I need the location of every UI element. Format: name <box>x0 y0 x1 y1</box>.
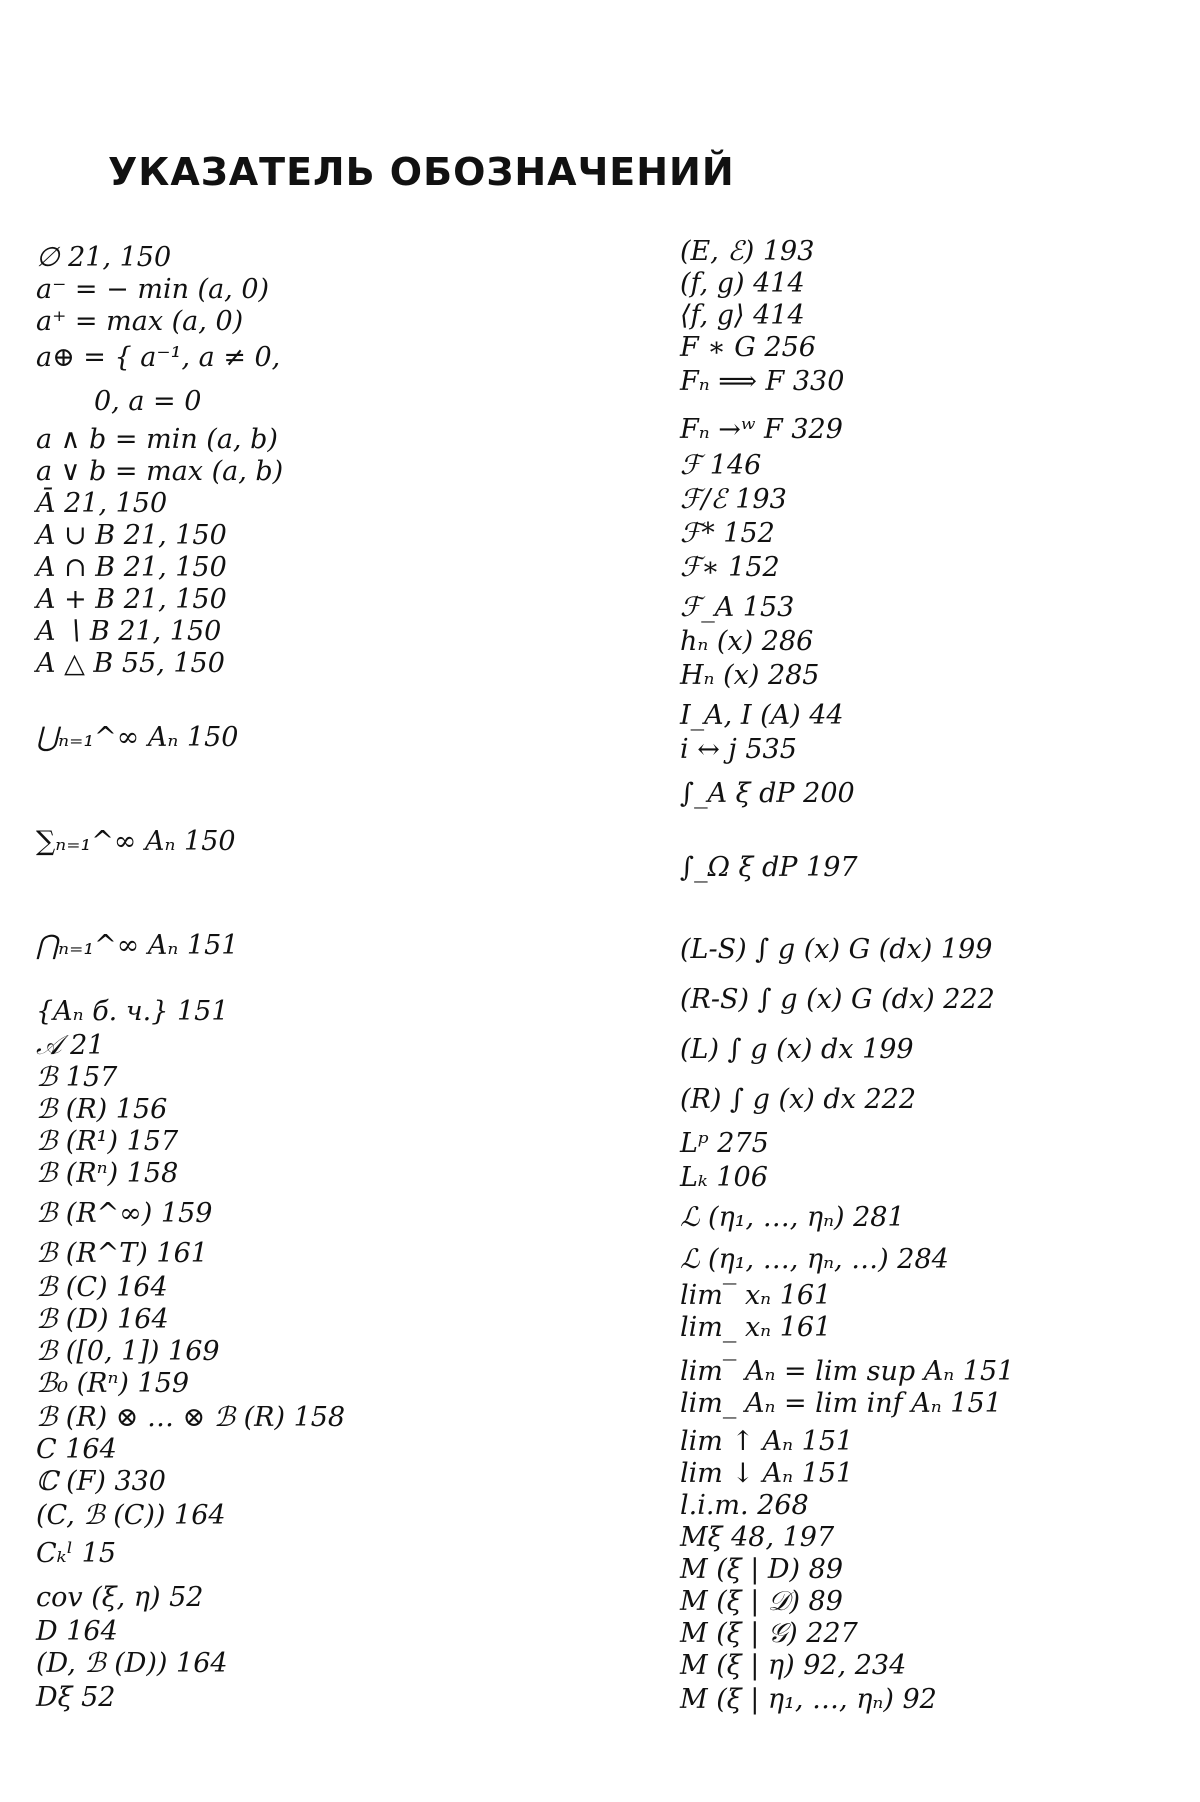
index-entry: 0, a = 0 <box>94 386 202 417</box>
index-entry: ℬ (R^∞) 159 <box>36 1198 213 1229</box>
index-entry: (f, g) 414 <box>680 268 805 299</box>
index-entry: (D, ℬ (D)) 164 <box>36 1648 228 1679</box>
index-entry: ℬ (R¹) 157 <box>36 1126 179 1157</box>
index-entry: ∅ 21, 150 <box>36 242 172 273</box>
index-entry: lim ↓ Aₙ 151 <box>680 1458 854 1489</box>
index-entry: Fₙ →ʷ F 329 <box>680 414 843 445</box>
index-entry: A ∪ B 21, 150 <box>36 520 227 551</box>
index-entry: ∑ₙ₌₁^∞ Aₙ 150 <box>36 826 236 857</box>
index-entry: l.i.m. 268 <box>680 1490 809 1521</box>
index-entry: Hₙ (x) 285 <box>680 660 820 691</box>
index-entry: M (ξ | 𝒢) 227 <box>680 1618 858 1649</box>
index-entry: ℱ/ℰ 193 <box>680 484 787 515</box>
index-entry: ℬ (D) 164 <box>36 1304 169 1335</box>
index-entry: lim‾ Aₙ = lim sup Aₙ 151 <box>680 1356 1015 1387</box>
index-entry: Dξ 52 <box>36 1682 116 1713</box>
index-entry: a⁺ = max (a, 0) <box>36 306 244 337</box>
index-entry: ℬ (R) ⊗ … ⊗ ℬ (R) 158 <box>36 1402 346 1433</box>
index-entry: ∫_A ξ dP 200 <box>680 778 855 809</box>
index-entry: lim ↑ Aₙ 151 <box>680 1426 854 1457</box>
index-entry: Lₖ 106 <box>680 1162 768 1193</box>
index-entry: ℬ (C) 164 <box>36 1272 168 1303</box>
index-entry: ℒ (η₁, …, ηₙ) 281 <box>680 1202 905 1233</box>
index-entry: ∫_Ω ξ dP 197 <box>680 852 858 883</box>
index-entry: i ↔ j 535 <box>680 734 797 765</box>
index-entry: ℒ (η₁, …, ηₙ, …) 284 <box>680 1244 949 1275</box>
index-entry: I_A, I (A) 44 <box>680 700 844 731</box>
index-entry: ⋂ₙ₌₁^∞ Aₙ 151 <box>36 930 239 961</box>
index-entry: (L) ∫ g (x) dx 199 <box>680 1034 914 1065</box>
index-entry: ℬ ([0, 1]) 169 <box>36 1336 220 1367</box>
index-entry: (C, ℬ (C)) 164 <box>36 1500 226 1531</box>
index-entry: lim‾ xₙ 161 <box>680 1280 832 1311</box>
index-entry: cov (ξ, η) 52 <box>36 1582 204 1613</box>
index-entry: 𝒜 21 <box>36 1030 105 1061</box>
index-entry: a ∧ b = min (a, b) <box>36 424 278 455</box>
index-entry: ℬ₀ (Rⁿ) 159 <box>36 1368 190 1399</box>
index-entry: ℬ (R) 156 <box>36 1094 168 1125</box>
index-entry: ℱ 146 <box>680 450 762 481</box>
index-entry: ℱ* 152 <box>680 518 775 549</box>
index-entry: lim_ xₙ 161 <box>680 1312 832 1343</box>
index-entry: ℱ∗ 152 <box>680 552 780 583</box>
index-entry: A ∖ B 21, 150 <box>36 616 222 647</box>
index-entry: ⟨f, g⟩ 414 <box>680 300 805 331</box>
index-entry: lim_ Aₙ = lim inf Aₙ 151 <box>680 1388 1002 1419</box>
index-entry: Mξ 48, 197 <box>680 1522 835 1553</box>
index-entry: ℬ 157 <box>36 1062 118 1093</box>
index-entry: (R-S) ∫ g (x) G (dx) 222 <box>680 984 995 1015</box>
index-entry: ℂ (F) 330 <box>36 1466 166 1497</box>
index-entry: ⋃ₙ₌₁^∞ Aₙ 150 <box>36 722 239 753</box>
index-entry: (L-S) ∫ g (x) G (dx) 199 <box>680 934 993 965</box>
index-entry: M (ξ | η₁, …, ηₙ) 92 <box>680 1684 937 1715</box>
index-entry: Fₙ ⟹ F 330 <box>680 366 845 397</box>
index-entry: a⊕ = { a⁻¹, a ≠ 0, <box>36 342 281 373</box>
index-entry: D 164 <box>36 1616 118 1647</box>
index-entry: ℬ (R^T) 161 <box>36 1238 208 1269</box>
index-entry: C 164 <box>36 1434 117 1465</box>
index-entry: a⁻ = − min (a, 0) <box>36 274 270 305</box>
index-entry: a ∨ b = max (a, b) <box>36 456 284 487</box>
index-entry: ℱ_A 153 <box>680 592 795 623</box>
index-entry: F ∗ G 256 <box>680 332 816 363</box>
index-entry: A △ B 55, 150 <box>36 648 225 679</box>
index-entry: hₙ (x) 286 <box>680 626 814 657</box>
index-entry: A ∩ B 21, 150 <box>36 552 227 583</box>
index-entry: (E, ℰ) 193 <box>680 236 815 267</box>
index-entry: ℬ (Rⁿ) 158 <box>36 1158 179 1189</box>
index-entry: Ā 21, 150 <box>36 488 168 519</box>
index-entry: Lᵖ 275 <box>680 1128 769 1159</box>
index-entry: M (ξ | 𝒟) 89 <box>680 1586 843 1617</box>
index-entry: M (ξ | D) 89 <box>680 1554 844 1585</box>
index-entry: A + B 21, 150 <box>36 584 227 615</box>
index-entry: (R) ∫ g (x) dx 222 <box>680 1084 916 1115</box>
index-entry: Cₖˡ 15 <box>36 1538 116 1569</box>
index-entry: {Aₙ б. ч.} 151 <box>36 996 229 1027</box>
page-title: УКАЗАТЕЛЬ ОБОЗНАЧЕНИЙ <box>108 150 735 194</box>
index-entry: M (ξ | η) 92, 234 <box>680 1650 907 1681</box>
